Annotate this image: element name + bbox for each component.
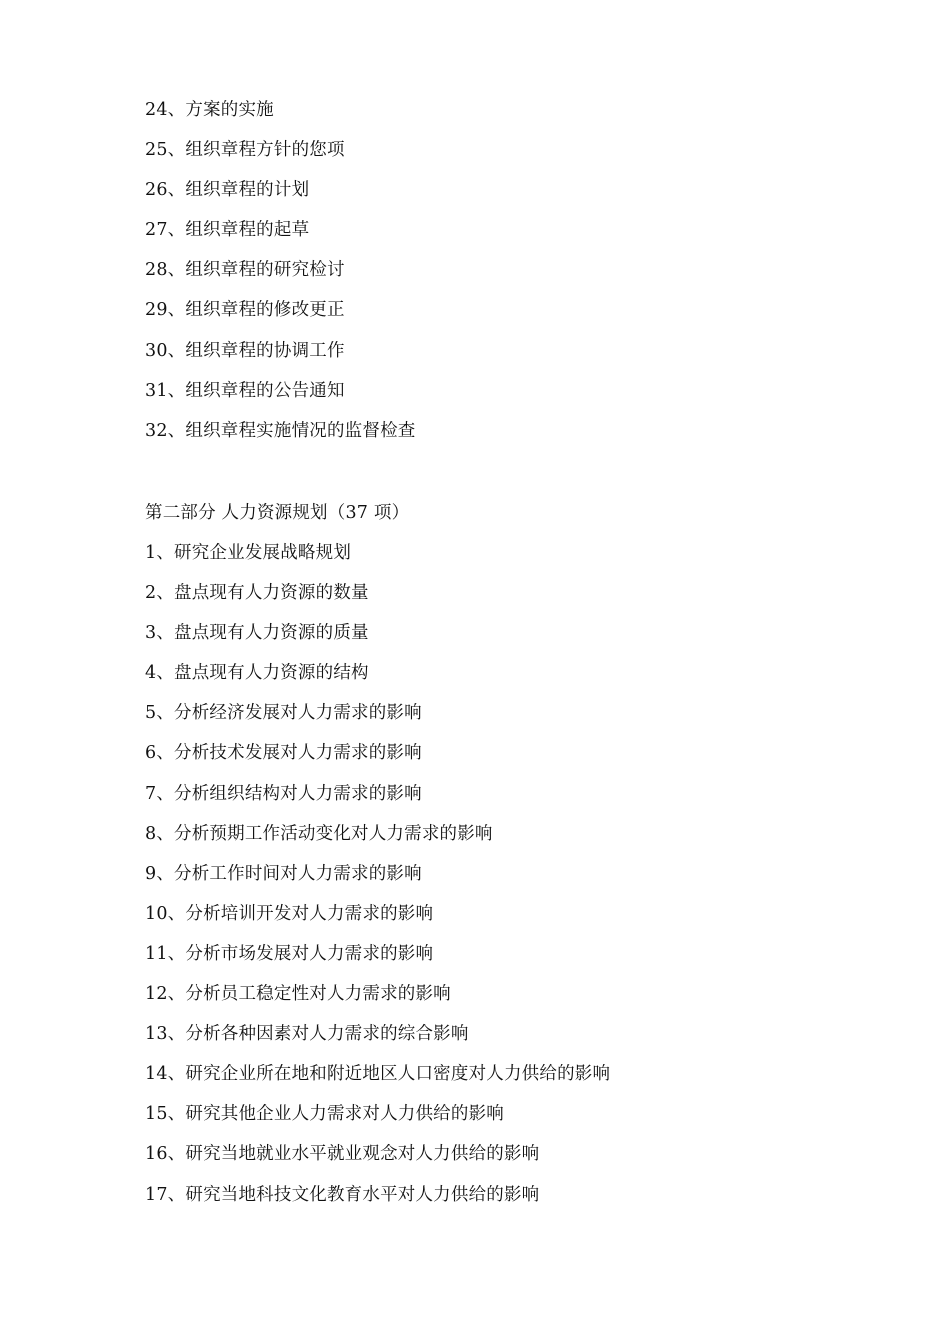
list-item: 25、组织章程方针的您项 <box>145 140 345 161</box>
section-heading: 第二部分 人力资源规划（37 项） <box>145 503 410 523</box>
list-item: 27、组织章程的起草 <box>145 220 310 241</box>
list-item: 1、研究企业发展战略规划 <box>145 543 352 563</box>
list-item: 31、组织章程的公告通知 <box>145 380 345 401</box>
list-item: 8、分析预期工作活动变化对人力需求的影响 <box>145 823 493 844</box>
list-item: 32、组织章程实施情况的监督检查 <box>145 420 416 441</box>
list-item: 30、组织章程的协调工作 <box>145 340 345 361</box>
list-item: 7、分析组织结构对人力需求的影响 <box>145 783 422 804</box>
list-item: 10、分析培训开发对人力需求的影响 <box>145 903 434 924</box>
list-item: 4、盘点现有人力资源的结构 <box>145 663 369 684</box>
list-item: 11、分析市场发展对人力需求的影响 <box>145 943 434 964</box>
part2-item-list <box>145 542 610 1224</box>
list-item: 29、组织章程的修改更正 <box>145 300 345 321</box>
list-item: 6、分析技术发展对人力需求的影响 <box>145 743 422 764</box>
list-item: 17、研究当地科技文化教育水平对人力供给的影响 <box>145 1184 540 1205</box>
list-item: 15、研究其他企业人力需求对人力供给的影响 <box>145 1104 504 1125</box>
list-item: 9、分析工作时间对人力需求的影响 <box>145 863 422 884</box>
part1-item-list <box>145 99 415 460</box>
list-item: 2、盘点现有人力资源的数量 <box>145 583 369 604</box>
list-item: 16、研究当地就业水平就业观念对人力供给的影响 <box>145 1144 540 1165</box>
list-item: 28、组织章程的研究检讨 <box>145 260 345 281</box>
list-item: 12、分析员工稳定性对人力需求的影响 <box>145 984 451 1005</box>
list-item: 13、分析各种因素对人力需求的综合影响 <box>145 1024 469 1045</box>
list-item: 14、研究企业所在地和附近地区人口密度对人力供给的影响 <box>145 1064 611 1085</box>
list-item: 26、组织章程的计划 <box>145 180 310 201</box>
list-item: 3、盘点现有人力资源的质量 <box>145 623 369 644</box>
list-item: 5、分析经济发展对人力需求的影响 <box>145 703 422 724</box>
list-item: 24、方案的实施 <box>145 100 274 120</box>
